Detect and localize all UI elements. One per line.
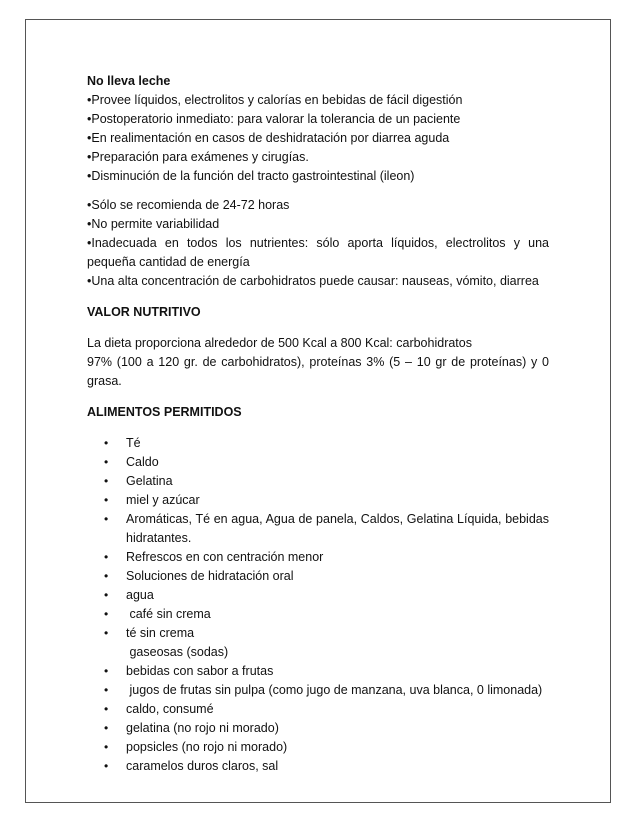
bullet-icon: • xyxy=(104,550,109,564)
list-item: • Aromáticas, Té en agua, Agua de panela, Caldos, Gelatina Líquida, bebidas hidratantes. xyxy=(87,510,549,548)
list-item-continuation: gaseosas (sodas) xyxy=(126,645,229,659)
bullet-icon: • xyxy=(104,588,109,602)
bullet-icon: • xyxy=(104,436,109,450)
list-item: • caldo, consumé xyxy=(87,700,549,719)
valor-line: 97% (100 a 120 gr. de carbohidratos), proteínas 3% (5 – 10 gr de proteínas) y 0 xyxy=(87,355,549,369)
section-heading-valor: VALOR NUTRITIVO xyxy=(87,305,201,319)
bullet-icon: • xyxy=(104,569,109,583)
list-item: • Té xyxy=(87,434,549,453)
list-item: • Refrescos en con centración menor xyxy=(87,548,549,567)
list-item: • Gelatina xyxy=(87,472,549,491)
bullet-icon: • xyxy=(104,493,109,507)
bullet-icon: • xyxy=(104,683,109,697)
list-item: • Caldo xyxy=(87,453,549,472)
bullet-icon: • xyxy=(104,626,109,640)
section-heading-alimentos: ALIMENTOS PERMITIDOS xyxy=(87,405,242,419)
permitted-foods-list xyxy=(87,434,549,776)
bullet-icon: • xyxy=(104,740,109,754)
bullet-icon: • xyxy=(104,759,109,773)
intro-line: •Postoperatorio inmediato: para valorar la tolerancia de un paciente xyxy=(87,112,461,126)
note-line: •No permite variabilidad xyxy=(87,217,220,231)
intro-line: •Provee líquidos, electrolitos y calorías en bebidas de fácil digestión xyxy=(87,93,463,107)
list-item: • caramelos duros claros, sal xyxy=(87,757,549,776)
list-item: • popsicles (no rojo ni morado) xyxy=(87,738,549,757)
list-item-continuation: hidratantes. xyxy=(126,531,192,545)
valor-line: La dieta proporciona alrededor de 500 Kcal a 800 Kcal: carbohidratos xyxy=(87,336,472,350)
intro-line: •Disminución de la función del tracto gastrointestinal (ileon) xyxy=(87,169,415,183)
intro-line: •En realimentación en casos de deshidratación por diarrea aguda xyxy=(87,131,450,145)
document-body xyxy=(87,72,549,776)
bullet-icon: • xyxy=(104,607,109,621)
bullet-icon: • xyxy=(104,664,109,678)
note-line: •Sólo se recomienda de 24-72 horas xyxy=(87,198,290,212)
bullet-icon: • xyxy=(104,702,109,716)
list-item: • gelatina (no rojo ni morado) xyxy=(87,719,549,738)
list-item: • jugos de frutas sin pulpa (como jugo de manzana, uva blanca, 0 limonada) xyxy=(87,681,549,700)
note-line: •Inadecuada en todos los nutrientes: sólo aporta líquidos, electrolitos y una xyxy=(87,236,549,250)
intro-line: •Preparación para exámenes y cirugías. xyxy=(87,150,309,164)
bullet-icon: • xyxy=(104,455,109,469)
bullet-icon: • xyxy=(104,474,109,488)
list-item: • Soluciones de hidratación oral xyxy=(87,567,549,586)
bullet-icon: • xyxy=(104,721,109,735)
note-line: •Una alta concentración de carbohidratos puede causar: nauseas, vómito, diarrea xyxy=(87,274,539,288)
valor-line: grasa. xyxy=(87,374,122,388)
bullet-icon: • xyxy=(104,512,109,526)
list-item: • té sin crema gaseosas (sodas) xyxy=(87,624,549,662)
list-item: • bebidas con sabor a frutas xyxy=(87,662,549,681)
intro-title: No lleva leche xyxy=(87,74,171,88)
list-item: • agua xyxy=(87,586,549,605)
list-item: • miel y azúcar xyxy=(87,491,549,510)
list-item: • café sin crema xyxy=(87,605,549,624)
note-line: pequeña cantidad de energía xyxy=(87,255,250,269)
